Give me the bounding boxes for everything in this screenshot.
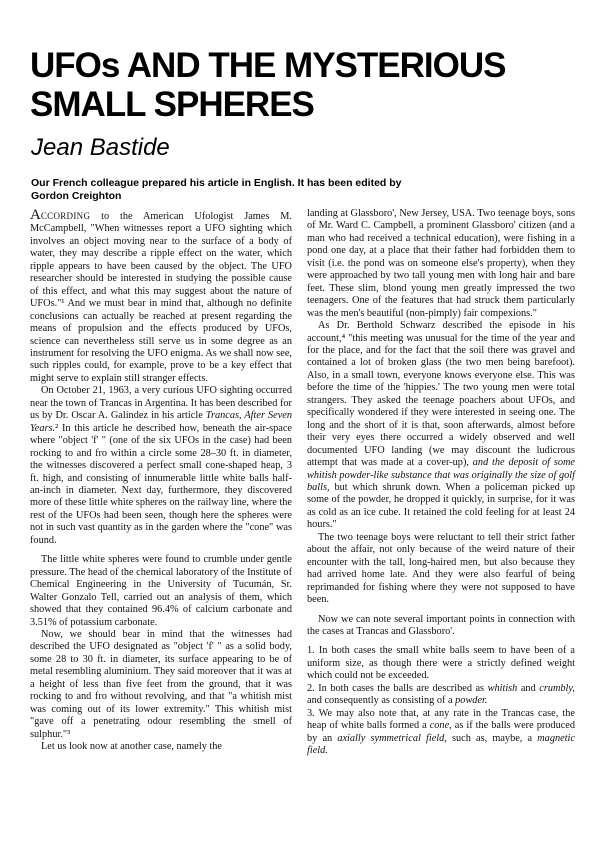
left-column bbox=[30, 207, 292, 753]
list-item bbox=[307, 683, 575, 708]
paragraph: The little white spheres were found to crumble under gentle pressure. The head of the chemical laboratory of the Institute of Chemical Engineering in the University of Tucumán, Sr. Walter Gonzalo Tell, carried out an analysis of them, which showed that they contained 96.4% of calcium carbonate and 3.51% of potassium carbonate. bbox=[30, 554, 292, 628]
numbered-points bbox=[307, 645, 575, 757]
paragraph bbox=[30, 385, 292, 547]
item-text: and bbox=[520, 682, 536, 694]
list-item: 1. In both cases the small white balls seem to have been of a uniform size, as though there were a strictly defined weight which could not be exceeded. bbox=[307, 645, 575, 682]
paragraph-text: but which shrunk down. When a policeman picked up some of the powder, he dropped it quickly, in surprise, for it was as cold as an ice cube. It retained the cold feeling for at least 24 hours." bbox=[307, 481, 575, 531]
paragraph-text: to the American Ufologist James M. McCampbell, "When witnesses report a UFO sighting which involves an object moving near to the surface of a body of water, they may describe a ripple effect on the water, which ripple appears to have been caused by the object. The UFO researcher should be interested in studying the possible cause of this effect, and what this may suggest about the nature of UFOs."¹ And we must bear in mind that, although no definite conclusions can actually be reached at present regarding the means of propulsion and the effects produced by UFOs, science can nevertheless still serve us in some degree as an instrument for resolving the UFO enigma. As we shall now see, such ripples could, for example, prove to be a key effect that might serve to explain still stranger effects. bbox=[30, 211, 292, 384]
author-byline: Jean Bastide bbox=[31, 134, 170, 161]
item-emphasis: magnetic field. bbox=[307, 732, 575, 757]
item-emphasis: whitish bbox=[487, 682, 518, 694]
list-item bbox=[307, 708, 575, 758]
paragraph: Let us look now at another case, namely the bbox=[41, 741, 222, 753]
italic-title: Trancas, After Seven Years. bbox=[30, 410, 292, 434]
paragraph: landing at Glassboro', New Jersey, USA. Two teenage boys, sons of Mr. Ward C. Campbell, a prominent Glassboro' citizen (and a man who had received a technical education), were fishing in a pond one day, at a place that their father had forbidden them to visit (i.e. the pond was on someone else's property), when they were approached by two tall young men with long hair and bare feet. These slim, blond young men greatly impressed the two teenagers. One of the features that had struck them particularly was the men's beautiful (non-pimply) fair compexions." bbox=[307, 208, 575, 319]
paragraph: Now we can note several important points in connection with the cases at Trancas and Glassboro'. bbox=[307, 613, 575, 637]
paragraph bbox=[307, 320, 575, 532]
article-title bbox=[30, 46, 575, 124]
editorial-intro bbox=[31, 177, 431, 203]
right-column bbox=[307, 208, 575, 757]
item-text: and consequently as consisting of a bbox=[307, 695, 453, 707]
intro-line-2: Gordon Creighton bbox=[31, 190, 122, 202]
item-emphasis: crumbly, bbox=[539, 682, 575, 694]
paragraph-text: On October 21, 1963, a very curious UFO sighting occurred near the town of Trancas in Argentina. It has been described for us by Dr. Oscar A. Galíndez in his article bbox=[30, 385, 292, 422]
item-text: 2. In both cases the balls are described as bbox=[307, 682, 485, 694]
paragraph bbox=[30, 207, 292, 385]
item-text: such as, maybe, a bbox=[452, 732, 533, 744]
drop-cap: A bbox=[30, 207, 41, 223]
title-line-1: UFOs AND THE MYSTERIOUS bbox=[30, 46, 506, 85]
title-line-2: SMALL SPHERES bbox=[30, 85, 314, 124]
paragraph: The two teenage boys were reluctant to tell their strict father about the affair, not only because of the weird nature of their encounter with the tall, long-haired men, but also because they had arrived home late. And they were also fearful of being reprimanded for fishing where they were not supposed to have been. bbox=[307, 531, 575, 606]
item-emphasis: powder. bbox=[455, 695, 488, 707]
paragraph: Now, we should bear in mind that the witnesses had described the UFO designated as "object 'f' " as a solid body, some 28 to 30 ft. in diameter, its surface appearing to be of metal resembling aluminium. They said moreover that it was at a height of less than five feet from the ground, that it was rocking to and fro without revolving, and that "a whitish mist was coming out of its lower extremity." This whitish mist "gave off a penetrating odour resembling the smell of sulphur."³ bbox=[30, 628, 292, 740]
item-text: 3. We may also note that, at any rate in the Trancas case, the heap of white balls formed a bbox=[307, 707, 575, 732]
italic-emphasis: and the deposit of some whitish powder-like substance that was originally the size of golf balls, bbox=[307, 457, 576, 493]
item-text: as if the balls were produced by an bbox=[307, 720, 576, 744]
item-emphasis: cone, bbox=[429, 720, 452, 732]
paragraph-text: ² In this article he described how, beneath the air-space where "object 'f' " (one of the six UFOs in the case) had been rocking to and fro within a circle some 28–30 ft. in diameter, the witnesses discovered a perfect small cone-shaped heap, 3 ft. high, and consisting of innumerable little white balls half-an-inch in diameter. Next day, furthermore, they discovered more of these little white spheres on the railway line, where the rest of the UFOs had been seen, though here the spheres were not in such vast quantity as in the garden where the "cone" was found. bbox=[30, 422, 292, 546]
opening-small-caps: CCORDING bbox=[40, 211, 91, 221]
intro-line-1: Our French colleague prepared his article in English. It has been edited by bbox=[31, 177, 402, 189]
item-emphasis: axially symmetrical field, bbox=[337, 732, 447, 744]
paragraph-text: As Dr. Berthold Schwarz described the episode in his account,⁴ "this meeting was unusual for the time of the year and for the place, and for the fact that the soil there was gravel and contained a lot of broken glass (the two men being barefoot). Also, in a small town, everyone knows everyone else. This was before the time of the 'hippies.' The two young men were total strangers. They asked the teenage poachers about UFOs, and specifically wondered if they were interested in seeing one. The long and the short of it is that, soon afterwards, almost before their very eyes there occurred a widely observed and well documented UFO landing (we may discount the ludicrous attempt that was made at a cover-up), bbox=[307, 320, 575, 469]
